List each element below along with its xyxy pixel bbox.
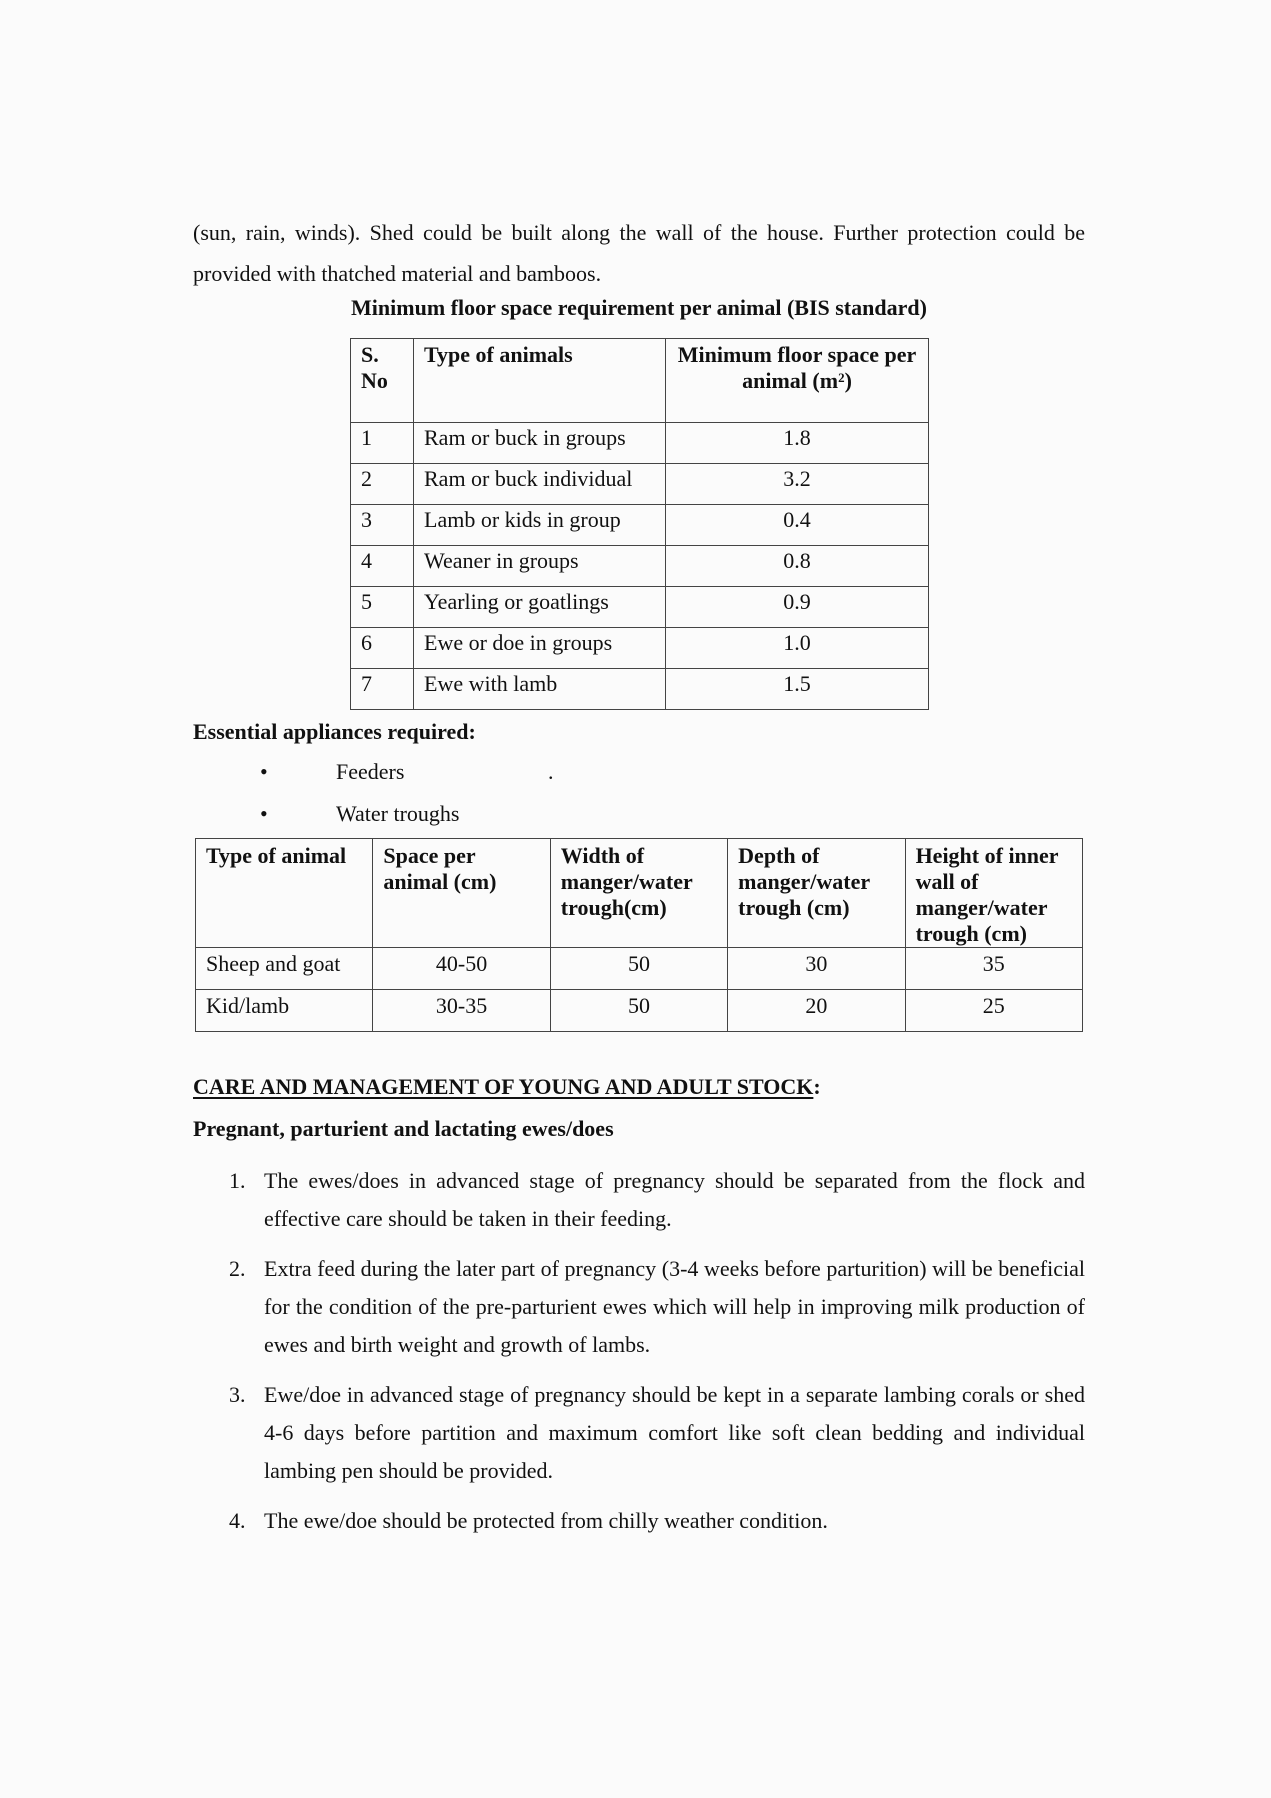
cell-space: 30-35 [373,990,550,1032]
table-row [351,546,929,587]
floor-space-table-caption: Minimum floor space requirement per animal (BIS standard) [351,295,927,320]
care-section-heading [193,1072,821,1102]
table-row [351,423,929,464]
header-sno: S. No [351,339,414,423]
cell-type: Ram or buck individual [414,464,666,505]
cell-type: Yearling or goatlings [414,587,666,628]
table-row [351,464,929,505]
cell-depth: 20 [728,990,905,1032]
list-item [229,1502,1085,1540]
cell-width: 50 [550,990,727,1032]
care-heading-text: CARE AND MANAGEMENT OF YOUNG AND ADULT STOCK [193,1074,814,1099]
trough-table [195,838,1083,1032]
cell-sno: 7 [351,669,414,710]
care-subheading: Pregnant, parturient and lactating ewes/does [193,1116,614,1141]
cell-type: Ewe with lamb [414,669,666,710]
list-number: 1. [229,1168,246,1193]
header-height: Height of inner wall of manger/water trough (cm) [905,839,1082,948]
cell-animal: Sheep and goat [196,948,373,990]
cell-type: Weaner in groups [414,546,666,587]
table-row [351,505,929,546]
table-row [351,587,929,628]
cell-sno: 2 [351,464,414,505]
header-width: Width of manger/water trough(cm) [550,839,727,948]
header-space-per-animal: Space per animal (cm) [373,839,550,948]
table-row [351,669,929,710]
table-row [196,990,1083,1032]
floor-space-table [350,338,929,710]
cell-sno: 1 [351,423,414,464]
cell-sno: 6 [351,628,414,669]
header-space [666,339,929,423]
bullet-icon: • [260,759,268,784]
list-text: The ewes/does in advanced stage of pregnancy should be separated from the flock and effective care should be taken in their feeding. [264,1168,1085,1231]
cell-space: 3.2 [666,464,929,505]
cell-space: 1.0 [666,628,929,669]
list-item [229,1250,1085,1364]
cell-space: 0.4 [666,505,929,546]
stray-period: . [548,759,554,784]
header-type: Type of animals [414,339,666,423]
cell-type: Lamb or kids in group [414,505,666,546]
cell-type: Ewe or doe in groups [414,628,666,669]
header-type-of-animal: Type of animal [196,839,373,948]
table-header-row [351,339,929,423]
list-text: Ewe/doe in advanced stage of pregnancy should be kept in a separate lambing corals or shed 4-6 days before partition and maximum comfort like soft clean bedding and individual lambing pen should be provided. [264,1382,1085,1483]
header-depth: Depth of manger/water trough (cm) [728,839,905,948]
cell-animal: Kid/lamb [196,990,373,1032]
cell-height: 35 [905,948,1082,990]
cell-depth: 30 [728,948,905,990]
list-number: 3. [229,1382,246,1407]
cell-height: 25 [905,990,1082,1032]
list-item [229,1376,1085,1490]
cell-space: 0.8 [666,546,929,587]
list-text: Extra feed during the later part of pregnancy (3-4 weeks before parturition) will be beneficial for the condition of the pre-parturient ewes which will help in improving milk production of ewes and birth weight and growth of lambs. [264,1256,1085,1357]
cell-sno: 3 [351,505,414,546]
cell-sno: 4 [351,546,414,587]
bullet-icon: • [260,801,268,826]
cell-space: 1.8 [666,423,929,464]
cell-space: 0.9 [666,587,929,628]
cell-width: 50 [550,948,727,990]
list-number: 4. [229,1508,246,1533]
list-text: The ewe/doe should be protected from chilly weather condition. [264,1508,828,1533]
care-heading-colon: : [813,1074,821,1099]
table-row [351,628,929,669]
header-space-sup: 2 [838,370,845,385]
appliances-heading: Essential appliances required: [193,719,476,744]
cell-sno: 5 [351,587,414,628]
bullet-text: Water troughs [336,801,460,826]
list-number: 2. [229,1256,246,1281]
list-item [229,1162,1085,1238]
bullet-text: Feeders [336,759,405,784]
header-space-close: ) [844,368,852,393]
intro-paragraph: (sun, rain, winds). Shed could be built along the wall of the house. Further protection could be provided with thatched material and bamboos. [193,220,1085,286]
cell-space: 1.5 [666,669,929,710]
cell-space: 40-50 [373,948,550,990]
cell-type: Ram or buck in groups [414,423,666,464]
table-row [196,948,1083,990]
table-header-row [196,839,1083,948]
header-space-label: Minimum floor space per animal (m [677,342,917,393]
